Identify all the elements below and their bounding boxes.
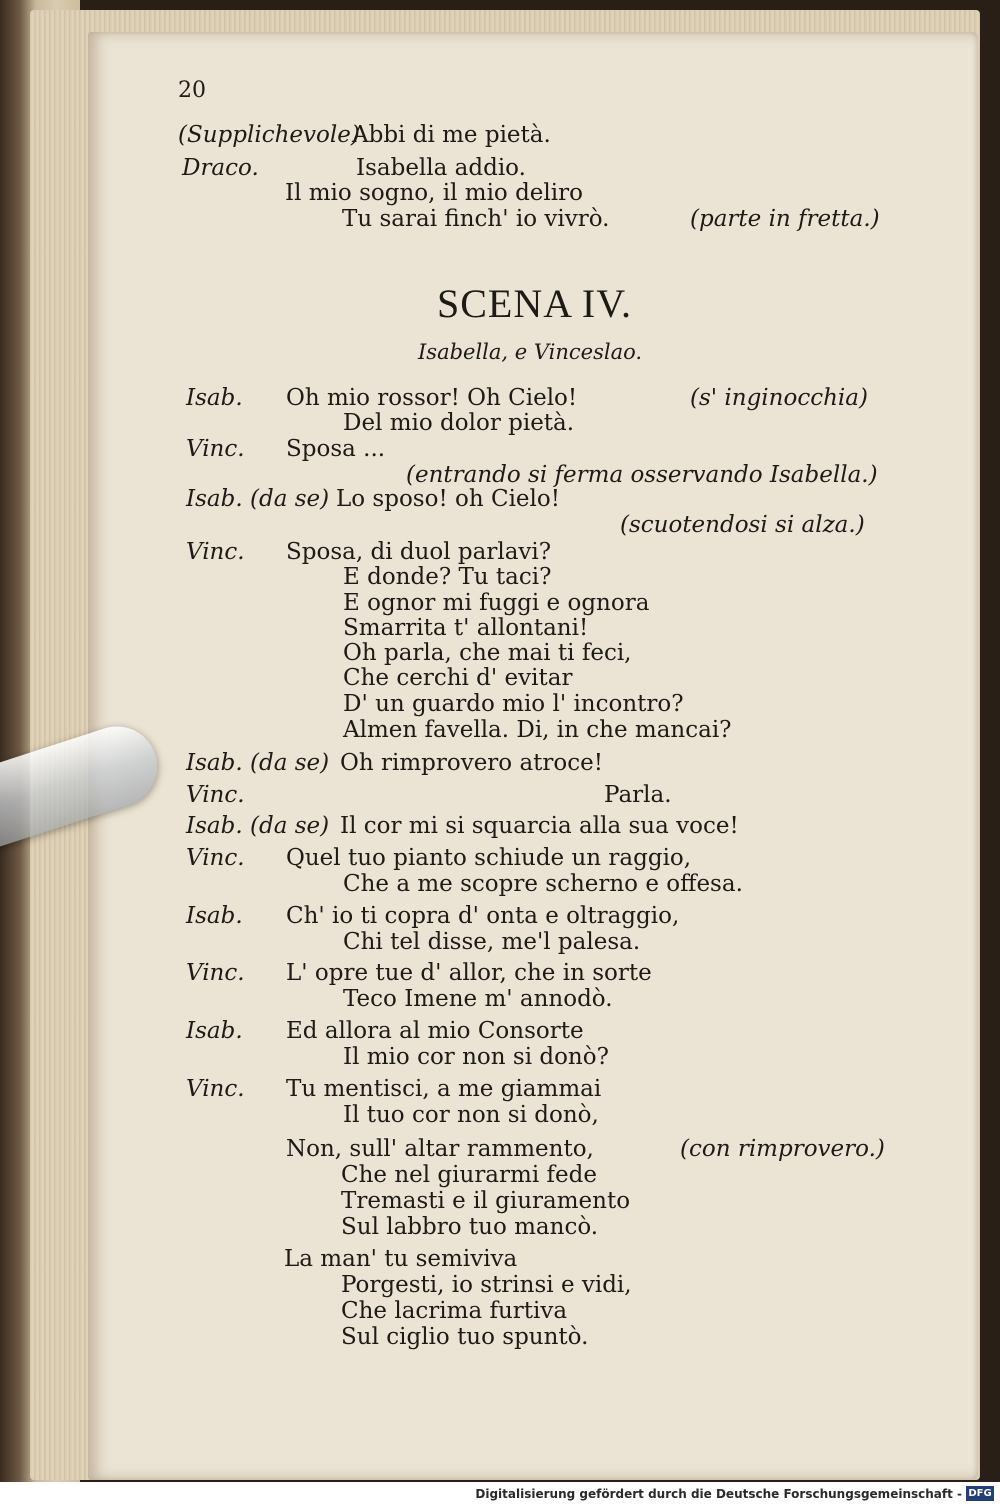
verse-line: Abbi di me pietà. — [352, 122, 551, 148]
speaker-label: Isab. — [186, 486, 243, 512]
verse-line: Non, sull' altar rammento, — [286, 1136, 594, 1162]
speaker-label: Isab. — [186, 903, 243, 929]
digitization-credit: Digitalisierung gefördert durch die Deutsche Forschungsgemeinschaft - — [475, 1487, 962, 1501]
speaker-label: Isab. — [186, 750, 243, 776]
stage-direction: (da se) — [250, 486, 330, 512]
verse-line: Che a me scopre scherno e offesa. — [343, 871, 743, 897]
page-number: 20 — [178, 78, 206, 103]
speaker-label: Vinc. — [186, 782, 245, 808]
verse-line: Sposa, di duol parlavi? — [286, 539, 552, 565]
verse-line: Il mio sogno, il mio deliro — [285, 180, 583, 206]
speaker-label: Vinc. — [186, 845, 245, 871]
verse-line: Il mio cor non si donò? — [343, 1044, 609, 1070]
stage-direction: (entrando si ferma osservando Isabella.) — [406, 462, 878, 488]
stage-direction: (con rimprovero.) — [680, 1136, 885, 1162]
verse-line: L' opre tue d' allor, che in sorte — [286, 960, 652, 986]
scene-characters: Isabella, e Vinceslao. — [418, 340, 643, 364]
speaker-label: Isab. — [186, 1018, 243, 1044]
verse-line: Che lacrima furtiva — [341, 1298, 568, 1324]
verse-line: Isabella addio. — [356, 155, 526, 181]
scene-title: SCENA IV. — [437, 281, 632, 326]
verse-line: Oh rimprovero atroce! — [340, 750, 603, 776]
verse-line: Che nel giurarmi fede — [341, 1162, 597, 1188]
stage-direction: (s' inginocchia) — [690, 385, 868, 411]
verse-line: E donde? Tu taci? — [343, 564, 552, 590]
show-through-text — [778, 127, 804, 157]
speaker-label: Isab. — [186, 813, 243, 839]
verse-line: Smarrita t' allontani! — [343, 615, 589, 641]
verse-line: Ch' io ti copra d' onta e oltraggio, — [286, 903, 680, 929]
verse-line: Tu sarai finch' io vivrò. — [342, 206, 610, 232]
speaker-label: Vinc. — [186, 960, 245, 986]
speaker-label: Isab. — [186, 385, 243, 411]
verse-line: Oh parla, che mai ti feci, — [343, 640, 632, 666]
verse-line: Almen favella. Di, in che mancai? — [343, 717, 732, 743]
verse-line: Parla. — [604, 782, 672, 808]
verse-line: Quel tuo pianto schiude un raggio, — [286, 845, 692, 871]
verse-line: Ed allora al mio Consorte — [286, 1018, 584, 1044]
verse-line: Tremasti e il giuramento — [341, 1188, 631, 1214]
stage-direction: (parte in fretta.) — [690, 206, 880, 232]
verse-line: Chi tel disse, me'l palesa. — [343, 929, 641, 955]
verse-line: Sul labbro tuo mancò. — [341, 1214, 599, 1240]
verse-line: Il cor mi si squarcia alla sua voce! — [340, 813, 739, 839]
verse-line: Il tuo cor non si donò, — [343, 1102, 599, 1128]
verse-line: Teco Imene m' annodò. — [343, 986, 613, 1012]
stage-direction: (scuotendosi si alza.) — [620, 512, 865, 538]
verse-line: Che cerchi d' evitar — [343, 665, 573, 691]
speaker-label: Vinc. — [186, 539, 245, 565]
verse-line: Lo sposo! oh Cielo! — [336, 486, 560, 512]
verse-line: La man' tu semiviva — [284, 1246, 518, 1272]
verse-line: D' un guardo mio l' incontro? — [343, 691, 684, 717]
stage-direction: (Supplichevole) — [178, 122, 360, 148]
stage-direction: (da se) — [250, 750, 330, 776]
verse-line: Del mio dolor pietà. — [343, 410, 575, 436]
verse-line: Tu mentisci, a me giammai — [286, 1076, 602, 1102]
speaker-label: Draco. — [182, 155, 259, 181]
verse-line: E ognor mi fuggi e ognora — [343, 590, 650, 616]
verse-line: Sposa ... — [286, 436, 386, 462]
speaker-label: Vinc. — [186, 436, 245, 462]
stage-direction: (da se) — [250, 813, 330, 839]
verse-line: Oh mio rossor! Oh Cielo! — [286, 385, 578, 411]
verse-line: Porgesti, io strinsi e vidi, — [341, 1272, 632, 1298]
dfg-logo: DFG — [966, 1486, 994, 1501]
speaker-label: Vinc. — [186, 1076, 245, 1102]
verse-line: Sul ciglio tuo spuntò. — [341, 1324, 589, 1350]
